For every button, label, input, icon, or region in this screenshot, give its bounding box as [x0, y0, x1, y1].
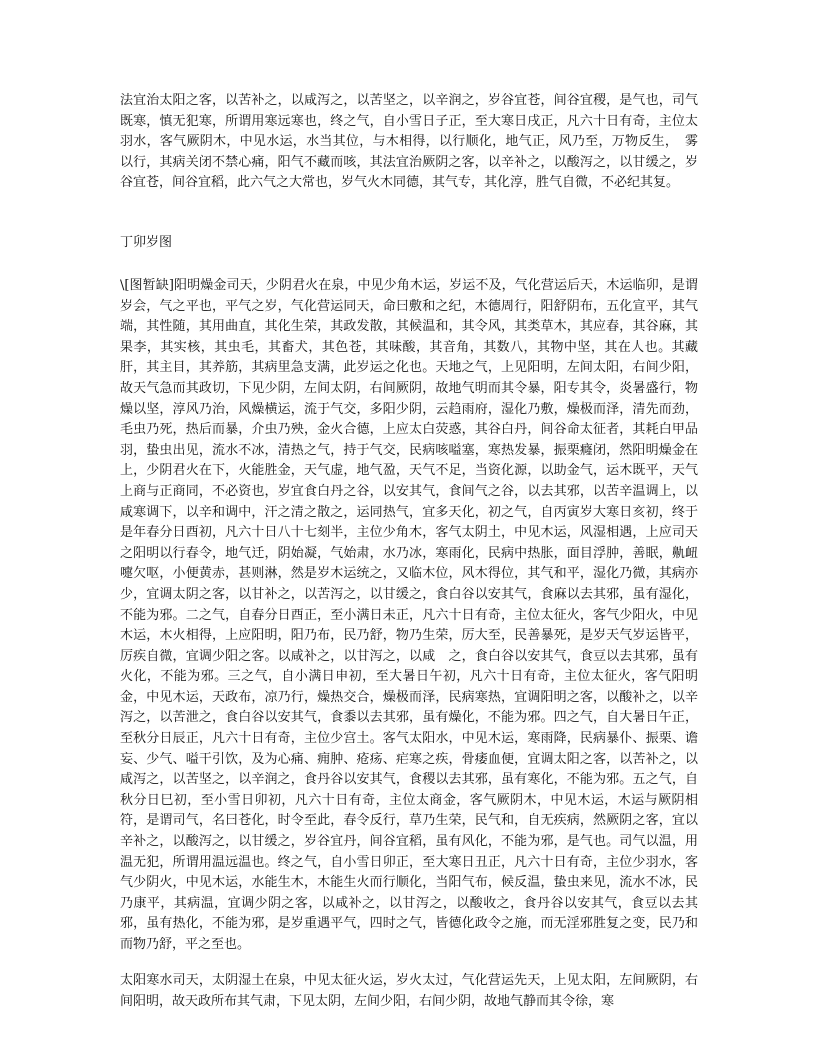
paragraph-main: \[图暂缺]阳明燥金司天，少阴君火在泉，中见少角木运，岁运不及，气化营运后天，木运临卯，是谓岁会，气之平也，平气之岁，气化营运同天，命曰敷和之纪，木德周行，阳舒阴布，五化宣平，其气端，其性随，其用曲直，其化生荣，其政发散，其候温和，其令风，其类草木，其应春，其谷麻，其果李，其实核，其虫毛，其畜犬，其色苍，其味酸，其音角，其数八，其物中坚，其在人也。其藏肝，其主目，其养筋，其病里急支满，此岁运之化也。天地之气，上见阳明，左间太阳，右间少阳，故天气急而其政切，下见少阴，左间太阴，右间厥阴，故地气明而其令暴，阳专其令，炎暑盛行，物燥以坚，淳风乃治，风燥横运，流于气交，多阳少阴，云趋雨府，湿化乃敷，燥极而泽，清先而劲，毛虫乃死，热后而暴，介虫乃殃，金火合德，上应太白荧惑，其谷白丹，间谷命太征者，其耗白甲品羽，蛰虫出见，流水不冰，清热之气，持于气交，民病咳嗌塞，寒热发暴，振栗癃闭，然阳明燥金在上，少阴君火在下，火能胜金，天气虚，地气盈，天气不足，当资化源，以助金气，运木既平，天气上商与正商同，不必资也，岁宜食白丹之谷，以安其气，食间气之谷，以去其邪，以苦辛温调上，以咸寒调下，以辛和调中，汗之清之散之，运同热气，宜多天化，初之气，自丙寅岁大寒日亥初，终于是年春分日酉初，凡六十日八十七刻半，主位少角木，客气太阴土，中见木运，风湿相遇，上应司天之阳明以行春令，地气迁，阴始凝，气始肃，水乃冰，寒雨化，民病中热胀，面目浮肿，善眠，鼽衄嚏欠呕，小便黄赤，甚则淋，然是岁木运统之，又临木位，风木得位，其气和平，湿化乃微，其病亦少，宜调太阴之客，以甘补之，以苦泻之，以甘缓之，食白谷以安其气，食麻以去其邪，虽有湿化，不能为邪。二之气，自春分日酉正，至小满日未正，凡六十日有奇，主位太征火，客气少阳火，中见木运，木火相得，上应阳明，阳乃布，民乃舒，物乃生荣，厉大至，民善暴死，是岁天气岁运皆平，厉疾自微，宜调少阳之客。以咸补之，以甘泻之，以咸 之，食白谷以安其气，食豆以去其邪，虽有火化，不能为邪。三之气，自小满日申初，至大暑日午初，凡六十日有奇，主位太征火，客气阳明金，中见木运，天政布，凉乃行，燥热交合，燥极而泽，民病寒热，宜调阳明之客，以酸补之，以辛泻之，以苦泄之，食白谷以安其气，食黍以去其邪，虽有燥化，不能为邪。四之气，自大暑日午正，至秋分日辰正，凡六十日有奇，主位少宫土。客气太阳水，中见木运，寒雨降，民病暴仆、振栗、谵妄、少气、嗌干引饮，及为心痛、痈肿、疮疡、疟寒之疾，骨痿血便，宜调太阳之客，以苦补之，以咸泻之，以苦坚之，以辛润之，食丹谷以安其气，食稷以去其邪，虽有寒化，不能为邪。五之气，自秋分日巳初，至小雪日卯初，凡六十日有奇，主位太商金，客气厥阴木，中见木运，木运与厥阴相符，是谓司气，名曰苍化，时令至此，春令反行，草乃生荣，民气和，自无疾病，然厥阴之客，宜以辛补之，以酸泻之，以甘缓之，岁谷宜丹，间谷宜稻，虽有风化，不能为邪，是气也。司气以温，用温无犯，所谓用温远温也。终之气，自小雪日卯正，至大寒日丑正，凡六十日有奇，主位少羽水，客气少阴火，中见木运，水能生木，木能生火而行顺化，当阳气布，候反温，蛰虫来见，流水不冰，民乃康平，其病温，宜调少阴之客，以咸补之，以甘泻之，以酸收之，食丹谷以安其气，食豆以去其邪，虽有热化，不能为邪，是岁重遇平气，四时之气，皆德化政令之施，而无淫邪胜复之变，民乃和而物乃舒，平之至也。: [120, 278, 698, 952]
section-title: 丁卯岁图: [120, 235, 173, 250]
paragraph-intro: 法宜治太阳之客，以苦补之，以咸泻之，以苦坚之，以辛润之，岁谷宜苍，间谷宜稷，是气也，司气既寒，慎无犯寒，所谓用寒远寒也，终之气，自小雪日子正，至大寒日戌正，凡六十日有奇，主位太羽水，客气厥阴木，中见水运，水当其位，与木相得，以行顺化，地气正，风乃至，万物反生， 雾以行，其病关闭不禁心痛，阳气不藏而咳，其法宜治厥阴之客，以辛补之，以酸泻之，以甘缓之，岁谷宜苍，间谷宜稻，此六气之大常也，岁气火木同德，其气专，其化淳，胜气自微，不必纪其复。: [120, 93, 698, 191]
paragraph-final: 太阳寒水司天，太阴湿土在泉，中见太征火运，岁火太过，气化营运先天，上见太阳，左间厥阴，右间阳明，故天政所布其气肃，下见太阴，左间少阳，右间少阴，故地气静而其令徐，寒: [120, 973, 698, 1009]
